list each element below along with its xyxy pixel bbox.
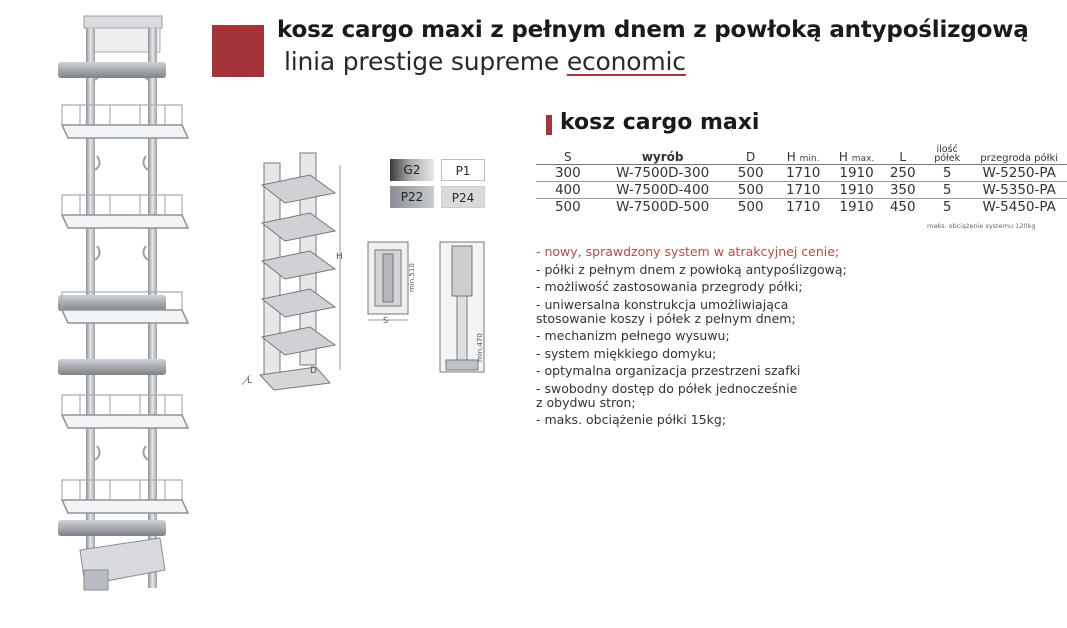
table-header bbox=[536, 140, 1067, 165]
cell-wyrob: W-7500D-400 bbox=[600, 182, 726, 199]
dim-label-h: H bbox=[336, 252, 343, 262]
list-item: - maks. obciążenie półki 15kg; bbox=[536, 412, 727, 427]
cell-ilosc: 5 bbox=[942, 198, 952, 215]
cell-hmax: 1910 bbox=[839, 198, 874, 215]
cell-ilosc: 5 bbox=[923, 165, 971, 182]
table-row bbox=[536, 199, 1067, 216]
cell-s: 500 bbox=[554, 198, 581, 215]
cell-s: 300 bbox=[536, 165, 600, 182]
section-title: kosz cargo maxi bbox=[560, 110, 760, 135]
cell-d: 500 bbox=[726, 165, 776, 182]
cell-hmin: 1710 bbox=[785, 198, 821, 215]
col-hmax bbox=[831, 140, 883, 165]
col-hmax-main: H bbox=[838, 150, 848, 164]
cell-przegroda: W-5350-PA bbox=[971, 182, 1067, 199]
table-row bbox=[536, 182, 1067, 199]
list-item: - półki z pełnym dnem z powłoką antypoślizgową; bbox=[536, 261, 847, 277]
cell-hmin: 1710 bbox=[776, 165, 831, 182]
dim-label-d: D bbox=[310, 366, 317, 376]
product-photo bbox=[40, 10, 240, 610]
swatch-p1: P1 bbox=[441, 159, 485, 181]
swatch-g2: G2 bbox=[390, 159, 434, 181]
cell-l: 450 bbox=[889, 198, 916, 215]
subtitle-prefix: linia prestige supreme bbox=[284, 47, 567, 76]
list-item: - system miękkiego domyku; bbox=[536, 345, 717, 361]
col-hmin bbox=[776, 140, 831, 165]
cell-l: 350 bbox=[883, 182, 923, 199]
dim-label-min470: min.470 bbox=[476, 333, 484, 362]
cell-hmin: 1710 bbox=[776, 182, 831, 199]
cell-wyrob: W-7500D-300 bbox=[600, 165, 726, 182]
page-subtitle bbox=[284, 47, 686, 76]
list-item: - uniwersalna konstrukcja umożliwiająca stosowanie koszy i półek z pełnym dnem; bbox=[536, 296, 796, 326]
list-item: - możliwość zastosowania przegrody półki; bbox=[536, 279, 803, 294]
dim-label-min510: min.510 bbox=[408, 263, 416, 292]
page-title: kosz cargo maxi z pełnym dnem z powłoką antypoślizgową bbox=[277, 17, 1029, 43]
col-d: D bbox=[726, 140, 776, 165]
cell-ilosc: 5 bbox=[923, 182, 971, 199]
col-wyrob: wyrób bbox=[600, 140, 726, 165]
cell-hmax: 1910 bbox=[831, 182, 883, 199]
list-item: - mechanizm pełnego wysuwu; bbox=[536, 328, 730, 343]
list-item: - nowy, sprawdzony system w atrakcyjnej cenie; bbox=[536, 244, 840, 259]
col-ilosc-line1: ilość bbox=[936, 144, 958, 155]
cell-s: 400 bbox=[536, 182, 600, 199]
max-load-note: maks. obciążenie systemu 120kg bbox=[927, 222, 1036, 230]
cell-hmax: 1910 bbox=[831, 165, 883, 182]
swatch-p22: P22 bbox=[390, 186, 434, 208]
col-hmin-main: H bbox=[786, 150, 796, 164]
swatch-p24: P24 bbox=[441, 186, 485, 208]
brand-square bbox=[212, 25, 264, 77]
col-przegroda: przegroda półki bbox=[971, 140, 1067, 165]
col-ilosc bbox=[923, 140, 971, 165]
col-l: L bbox=[883, 140, 923, 165]
dim-label-s: S bbox=[383, 316, 389, 325]
cell-d: 500 bbox=[726, 182, 776, 199]
list-item: - swobodny dostęp do półek jednocześnie z obydwu stron; bbox=[536, 380, 798, 410]
dim-label-l: L bbox=[247, 376, 253, 386]
perspective-drawing bbox=[240, 145, 370, 390]
cell-przegroda: W-5250-PA bbox=[971, 165, 1067, 182]
col-hmin-small: min. bbox=[799, 154, 820, 164]
col-hmax-small: max. bbox=[851, 154, 875, 164]
feature-list bbox=[536, 245, 847, 431]
section-marker bbox=[546, 115, 552, 135]
cell-przegroda: W-5450-PA bbox=[982, 198, 1056, 215]
cell-d: 500 bbox=[737, 198, 764, 215]
list-item: - optymalna organizacja przestrzeni szafki bbox=[536, 363, 801, 378]
spec-table bbox=[536, 140, 1067, 215]
col-s: S bbox=[536, 140, 600, 165]
table-row bbox=[536, 165, 1067, 182]
cell-l: 250 bbox=[883, 165, 923, 182]
subtitle-underlined: economic bbox=[566, 47, 686, 76]
cell-wyrob: W-7500D-500 bbox=[616, 198, 710, 215]
col-ilosc-line2: półek bbox=[934, 153, 961, 164]
